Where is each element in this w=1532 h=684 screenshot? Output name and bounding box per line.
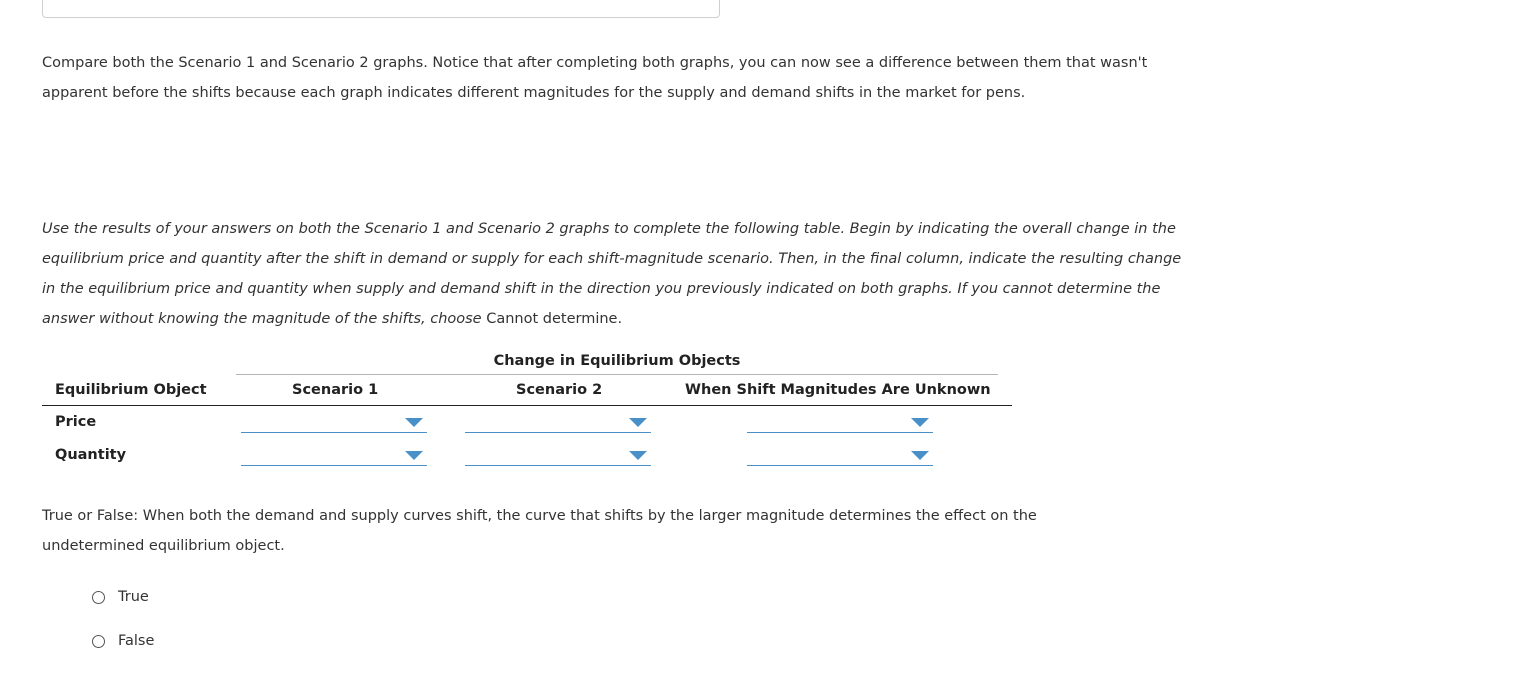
option-true-label: True [118,589,149,605]
instructions-text: Use the results of your answers on both the Scenario 1 and Scenario 2 graphs to complete the following table. Begin by indicating the overall change in the equilibrium price and quantity after the shift in demand or supply for each shift-magnitude scenario. Then, in the final column, indicate the resulting change in the equilibrium price and quantity when supply and demand shift in the direction you previously indicated on both graphs. If you cannot determine the answer without knowing the magnitude of the shifts, choose [42,221,1182,327]
caret-down-icon [405,418,423,427]
caret-down-icon [629,451,647,460]
price-scenario-2-dropdown[interactable] [465,410,651,433]
row-label-quantity: Quantity [55,447,127,463]
compare-paragraph: Compare both the Scenario 1 and Scenario 2 graphs. Notice that after completing both graphs, you can now see a difference between them that wasn't apparent before the shifts because each graph indicates different magnitudes for the supply and demand shifts in the market for pens. [42,55,1148,101]
answer-box-previous [42,0,720,18]
caret-down-icon [911,451,929,460]
true-false-question: True or False: When both the demand and supply curves shift, the curve that shifts by the larger magnitude determines the effect on the undetermined equilibrium object. [42,508,1037,554]
row-label-price: Price [55,414,97,430]
caret-down-icon [629,418,647,427]
header-equilibrium-object: Equilibrium Object [55,382,207,398]
caret-down-icon [911,418,929,427]
radio-empty-icon[interactable] [92,591,105,604]
header-scenario-2: Scenario 2 [516,382,603,398]
caret-down-icon [405,451,423,460]
instructions-period: . [617,311,623,327]
quantity-unknown-dropdown[interactable] [747,443,933,466]
instructions-paragraph [42,214,1182,334]
price-scenario-1-dropdown[interactable] [241,410,427,433]
quantity-scenario-2-dropdown[interactable] [465,443,651,466]
cannot-determine-text: Cannot determine [486,311,618,327]
option-false[interactable] [92,633,154,649]
radio-empty-icon[interactable] [92,635,105,648]
option-true[interactable] [92,589,149,605]
option-false-label: False [118,633,155,649]
header-unknown-magnitudes: When Shift Magnitudes Are Unknown [685,382,991,398]
quantity-scenario-1-dropdown[interactable] [241,443,427,466]
price-unknown-dropdown[interactable] [747,410,933,433]
group-header: Change in Equilibrium Objects [236,348,998,375]
header-scenario-1: Scenario 1 [292,382,379,398]
column-headers [42,376,1012,406]
